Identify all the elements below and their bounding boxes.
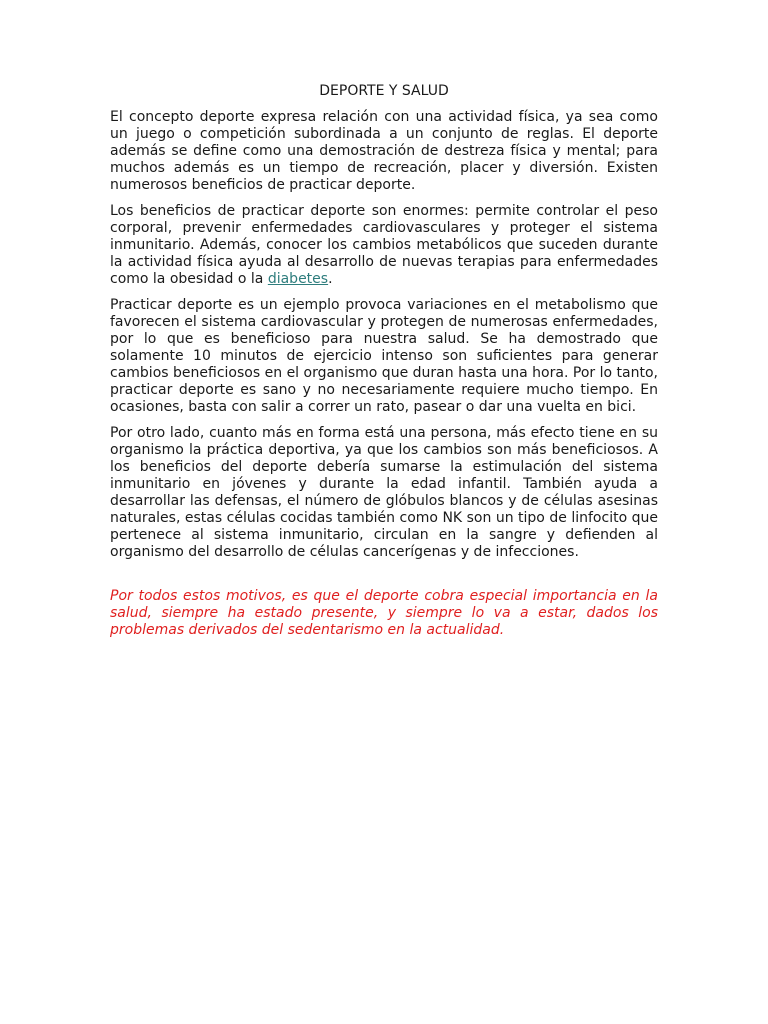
document-body <box>110 83 658 648</box>
paragraph-benefits-end: . <box>328 271 333 287</box>
paragraph-intro: El concepto deporte expresa relación con una actividad física, ya sea como un juego o competición subordinada a un conjunto de reglas. El deporte además se define como una demostración de destreza física y mental; para muchos además es un tiempo de recreación, placer y diversión. Existen numerosos beneficios de practicar deporte. <box>110 109 658 193</box>
paragraph-metabolism: Practicar deporte es un ejemplo provoca variaciones en el metabolismo que favorecen el sistema cardiovascular y protegen de numerosas enfermedades, por lo que es beneficioso para nuestra salud. Se ha demostrado que solamente 10 minutos de ejercicio intenso son suficientes para generar cambios beneficiosos en el organismo que duran hasta una hora. Por lo tanto, practicar deporte es sano y no necesariamente requiere mucho tiempo. En ocasiones, basta con salir a correr un rato, pasear o dar una vuelta en bici. <box>110 297 658 415</box>
paragraph-immune: Por otro lado, cuanto más en forma está una persona, más efecto tiene en su organismo la práctica deportiva, ya que los cambios son más beneficiosos. A los beneficios del deporte debería sumarse la estimulación del sistema inmunitario en jóvenes y durante la edad infantil. También ayuda a desarrollar las defensas, el número de glóbulos blancos y de células asesinas naturales, estas células cocidas también como NK son un tipo de linfocito que pertenece al sistema inmunitario, circulan en la sangre y defienden al organismo del desarrollo de células cancerígenas y de infecciones. <box>110 425 658 560</box>
conclusion-paragraph: Por todos estos motivos, es que el deporte cobra especial importancia en la salud, siempre ha estado presente, y siempre lo va a estar, dados los problemas derivados del sedentarismo en la actualidad. <box>110 588 658 638</box>
document-title: DEPORTE Y SALUD <box>319 83 449 99</box>
paragraph-benefits <box>110 203 658 288</box>
diabetes-link[interactable]: diabetes <box>267 271 329 287</box>
paragraph-benefits-text: Los beneficios de practicar deporte son enormes: permite controlar el peso corporal, prevenir enfermedades cardiovasculares y proteger el sistema inmunitario. Además, conocer los cambios metabólicos que suceden durante la actividad física ayuda al desarrollo de nuevas terapias para enfermedades como la obesidad o la <box>110 203 658 287</box>
